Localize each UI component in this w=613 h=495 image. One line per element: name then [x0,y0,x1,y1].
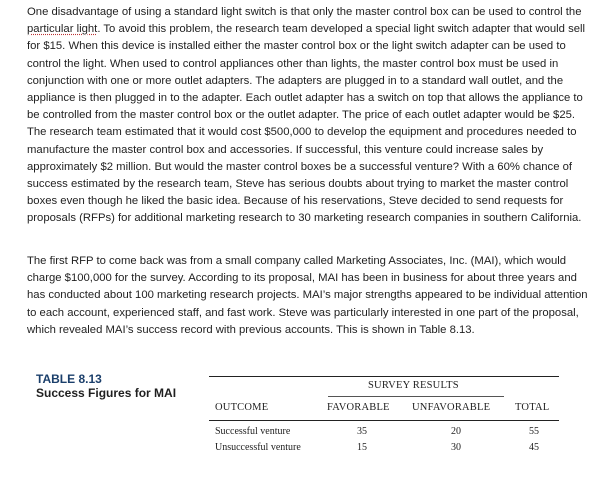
table-caption: Success Figures for MAI [36,386,177,400]
row-1-outcome: Successful venture [215,426,291,437]
paragraph-1-rest: . To avoid this problem, the research team developed a special light switch adapter that would sell for $15. When this device is installed either the master control box or the light switch adapter can be used to control the light. When used to control appliances other than lights, the master control box must be used in conjunction with one or more outlet adapters. The adapters are plugged in to a standard wall outlet, and the appliance is then plugged in to the adapter. Each outlet adapter has a switch on top that allows the appliance to be controlled from the master control box or the outlet adapter. The price of each outlet adapter would be $25. The research team estimated that it would cost $500,000 to develop the equipment and procedures needed to manufacture the master control box and accessories. If successful, this venture could increase sales by approximately $2 million. But would the master control boxes be a successful venture? With a 60% chance of success estimated by the research team, Steve has serious doubts about trying to market the master control boxes even though he liked the basic idea. Because of his reservations, Steve decided to send requests for proposals (RFPs) for additional marketing research to 30 marketing research companies in southern California. [27,23,586,225]
col-header-favorable: FAVORABLE [327,402,390,413]
col-header-outcome: OUTCOME [215,402,269,413]
table-label: TABLE 8.13 [36,372,102,386]
table-header-rule [209,420,559,421]
group-header-rule [328,396,504,397]
col-header-total: TOTAL [515,402,550,413]
body-paragraph-1 [27,4,589,228]
body-paragraph-2: The first RFP to come back was from a small company called Marketing Associates, Inc. (MAI), which would charge $100,000 for the survey. According to its proposal, MAI has been in business for about three years and has conducted about 100 marketing research projects. MAI’s major strengths appeared to be individual attention to each account, experienced staff, and fast work. Steve was particularly interested in one part of the proposal, which revealed MAI’s success record with previous accounts. This is shown in Table 8.13. [27,255,588,336]
row-2-favorable: 15 [357,442,367,453]
row-1-unfavorable: 20 [451,426,461,437]
survey-results-header: SURVEY RESULTS [368,380,459,391]
row-2-outcome: Unsuccessful venture [215,442,301,453]
col-header-unfavorable: UNFAVORABLE [412,402,491,413]
row-1-favorable: 35 [357,426,367,437]
row-1-total: 55 [529,426,539,437]
paragraph-1-start: One disadvantage of using a standard light switch is that only the master control box can be used to control the [27,6,582,18]
row-2-total: 45 [529,442,539,453]
row-2-unfavorable: 30 [451,442,461,453]
table-top-rule [209,376,559,377]
spellcheck-flagged-text[interactable]: particular light [27,23,98,36]
